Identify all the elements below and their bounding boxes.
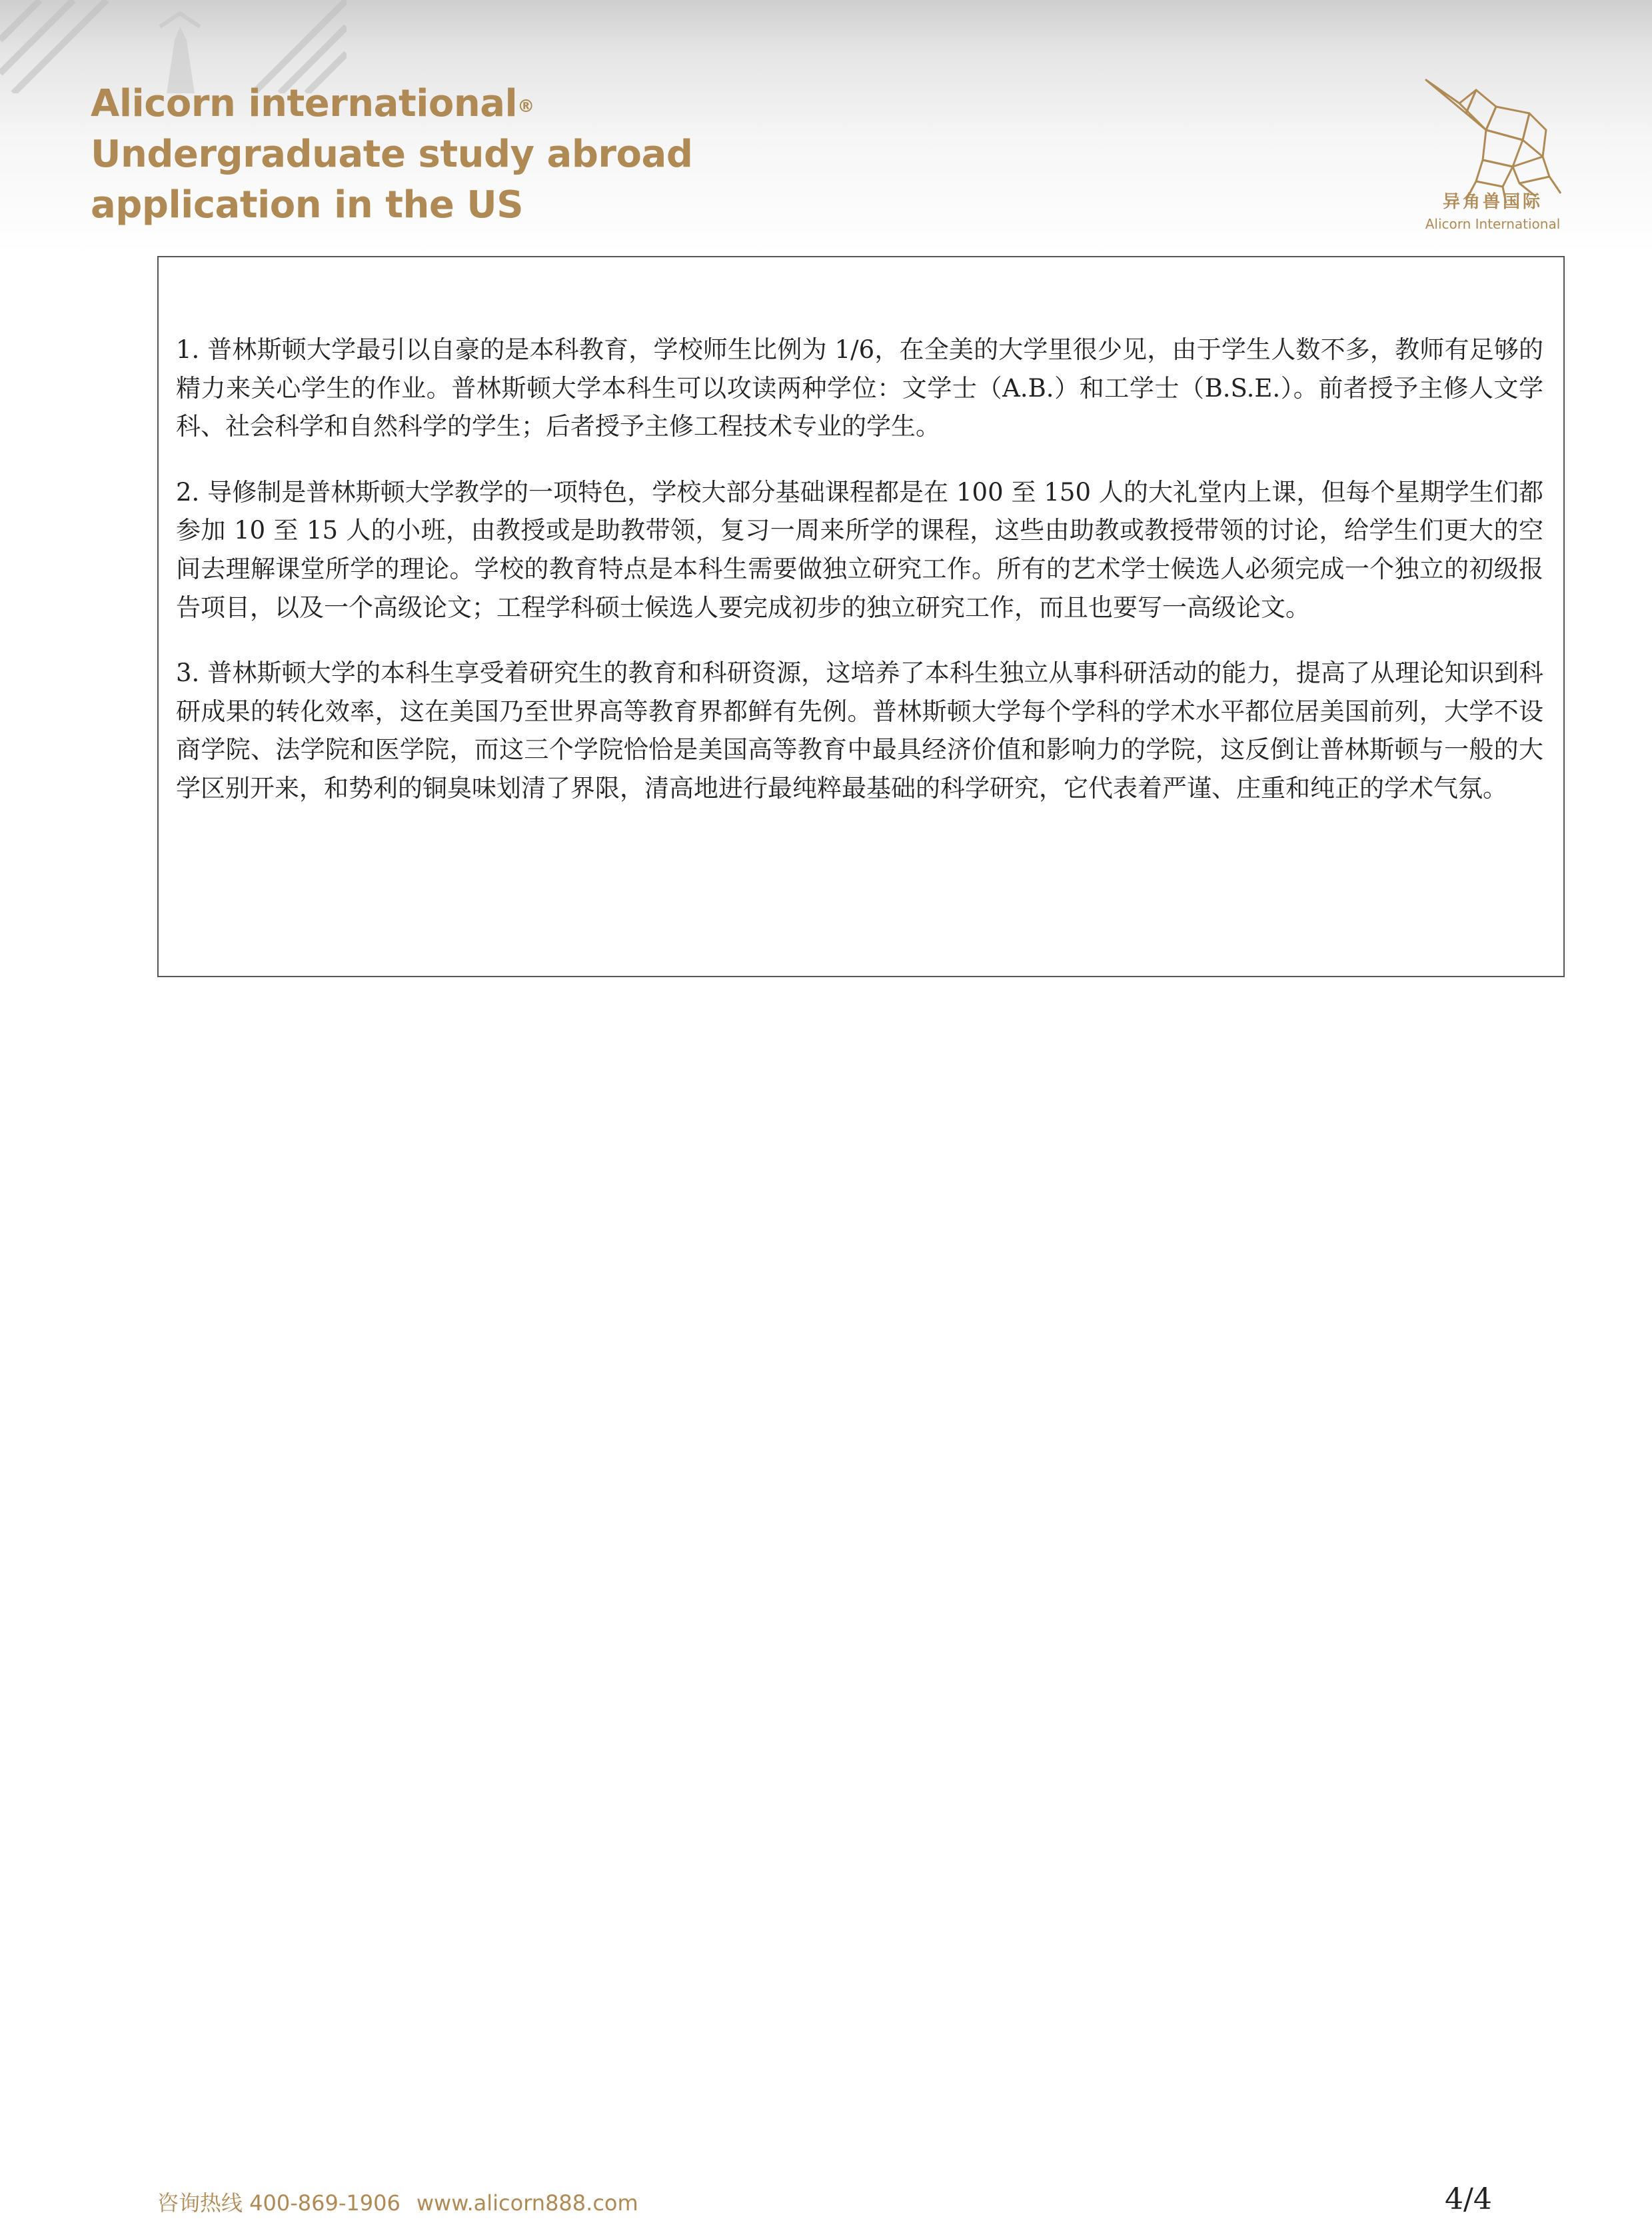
content-box: [157, 256, 1565, 977]
logo-chinese-name: 异角兽国际: [1442, 192, 1543, 212]
paragraph-1: 1. 普林斯顿大学最引以自豪的是本科教育，学校师生比例为 1/6，在全美的大学里很少见，由于学生人数不多，教师有足够的精力来关心学生的作业。普林斯顿大学本科生可以攻读两种学位：文学士（A.B.）和工学士（B.S.E.）。前者授予主修人文学科、社会科学和自然科学的学生；后者授予主修工程技术专业的学生。: [176, 335, 1543, 441]
website-link[interactable]: www.alicorn888.com: [416, 2190, 638, 2216]
brand-title: [91, 79, 692, 231]
page-number: 4/4: [1445, 2182, 1492, 2216]
logo-english-name: Alicorn International: [1425, 216, 1561, 232]
registered-mark: ®: [517, 97, 534, 117]
unicorn-logo-icon: [1413, 67, 1573, 240]
title-line-3: application in the US: [91, 183, 524, 227]
paragraph-2: 2. 导修制是普林斯顿大学教学的一项特色，学校大部分基础课程都是在 100 至 150 人的大礼堂内上课，但每个星期学生们都参加 10 至 15 人的小班，由教授或是助教带领，复习一周来所学的课程，这些由助教或教授带领的讨论，给学生们更大的空间去理解课堂所学的理论。学校的教育特点是本科生需要做独立研究工作。所有的艺术学士候选人必须完成一个独立的初级报告项目，以及一个高级论文；工程学科硕士候选人要完成初步的独立研究工作，而且也要写一高级论文。: [176, 477, 1543, 622]
hotline-text: 咨询热线 400-869-1906: [157, 2190, 401, 2216]
title-line-1: Alicorn international®: [91, 82, 534, 125]
footer-contact: [157, 2186, 638, 2217]
paragraph-3: 3. 普林斯顿大学的本科生享受着研究生的教育和科研资源，这培养了本科生独立从事科研活动的能力，提高了从理论知识到科研成果的转化效率，这在美国乃至世界高等教育界都鲜有先例。普林斯顿大学每个学科的学术水平都位居美国前列，大学不设商学院、法学院和医学院，而这三个学院恰恰是美国高等教育中最具经济价值和影响力的学院，这反倒让普林斯顿与一般的大学区别开来，和势利的铜臭味划清了界限，清高地进行最纯粹最基础的科学研究，它代表着严谨、庄重和纯正的学术气氛。: [176, 659, 1543, 803]
title-line-2: Undergraduate study abroad: [91, 133, 693, 176]
